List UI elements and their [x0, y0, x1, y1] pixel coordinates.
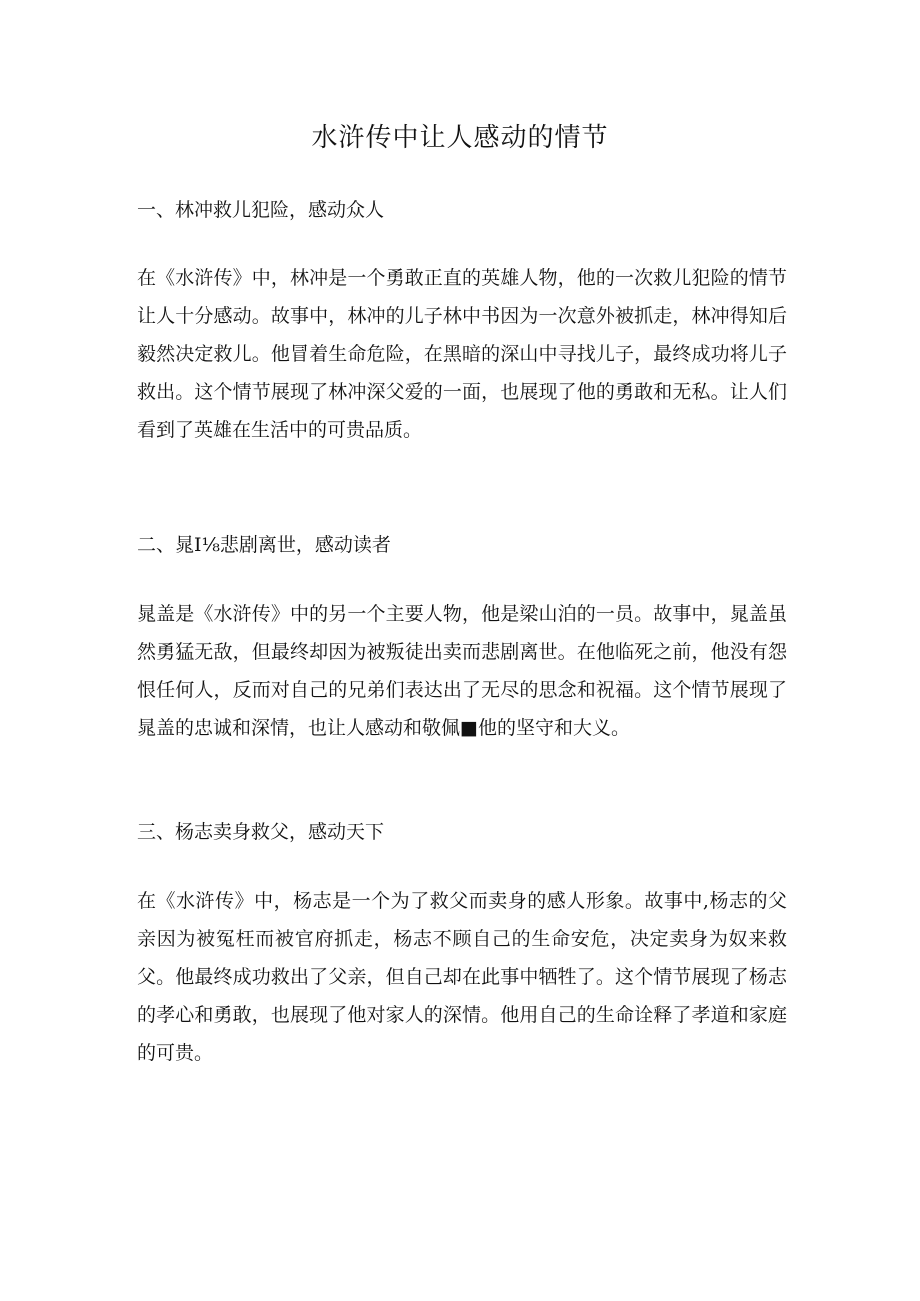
section-heading-1: 一、林冲救儿犯险，感动众人 [137, 199, 385, 221]
section-heading-3: 三、杨志卖身救父，感动天下 [137, 821, 385, 843]
section-paragraph-1: 在《水浒传》中，林冲是一个勇敢正直的英雄人物，他的一次救儿犯险的情节让人十分感动。故事中，林冲的儿子林中书因为一次意外被抓走，林冲得知后毅然决定救儿。他冒着生命危险，在黑暗的深山中寻找儿子，最终成功将儿子救出。这个情节展现了林冲深父爱的一面，也展现了他的勇敢和无私。让人们看到了英雄在生活中的可贵品质。 [137, 267, 787, 441]
section-paragraph-3: 在《水浒传》中，杨志是一个为了救父而卖身的感人形象。故事中,杨志的父亲因为被冤枉而被官府抓走，杨志不顾自己的生命安危，决定卖身为奴来救父。他最终成功救出了父亲，但自己却在此事中牺牲了。这个情节展现了杨志的孝心和勇敢，也展现了他对家人的深情。他用自己的生命诠释了孝道和家庭的可贵。 [137, 890, 787, 1064]
document-title: 水浒传中让人感动的情节 [311, 123, 609, 153]
section-paragraph-2: 晁盖是《水浒传》中的另一个主要人物，他是梁山泊的一员。故事中，晁盖虽然勇猛无敌，但最终却因为被叛徒出卖而悲剧离世。在他临死之前，他没有怨恨任何人，反而对自己的兄弟们表达出了无尽的思念和祝福。这个情节展现了晁盖的忠诚和深情，也让人感动和敬佩■他的坚守和大义。 [137, 603, 787, 739]
section-heading-2: 二、晁I⅛悲剧离世，感动读者 [137, 534, 391, 556]
